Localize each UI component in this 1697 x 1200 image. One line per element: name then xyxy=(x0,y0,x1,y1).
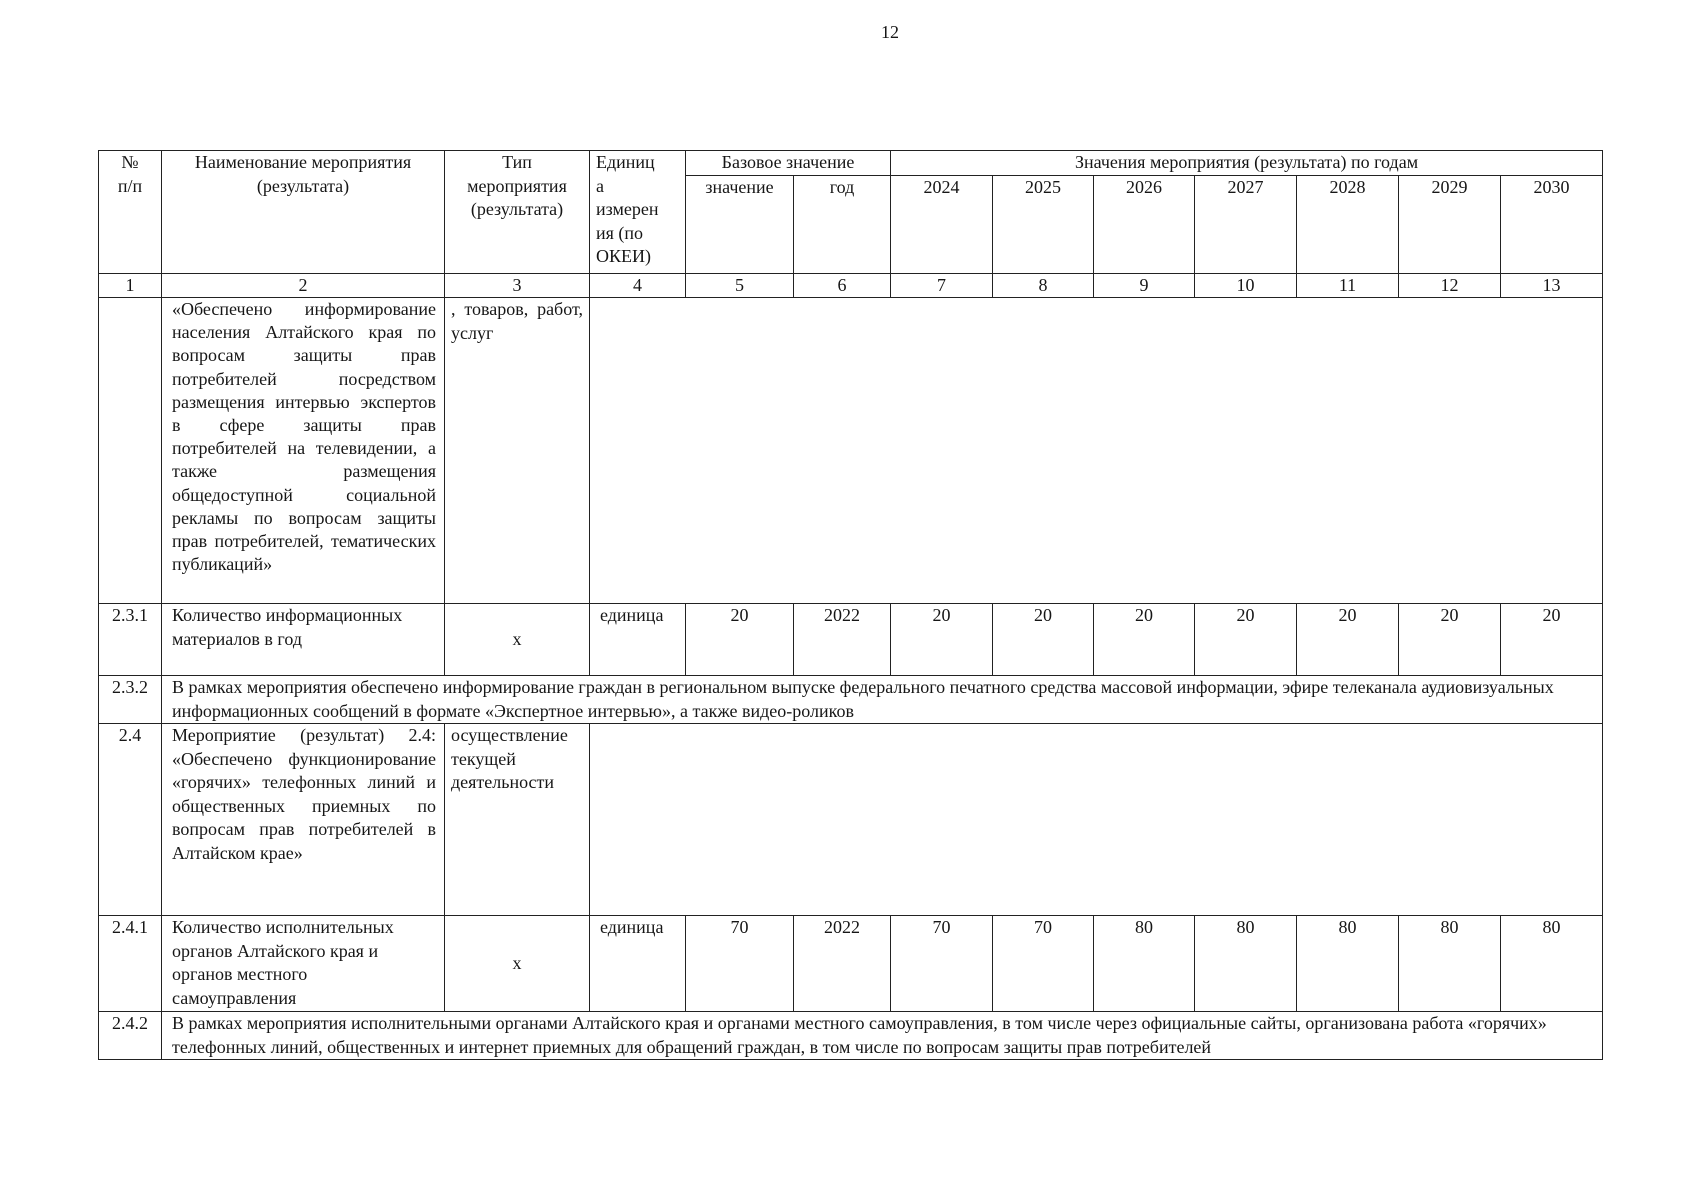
header-years-group: Значения мероприятия (результата) по годам xyxy=(891,151,1603,176)
column-number: 10 xyxy=(1195,273,1297,298)
column-number: 2 xyxy=(162,273,445,298)
header-year-2029: 2029 xyxy=(1399,175,1501,273)
row-num xyxy=(99,298,162,604)
row-description: В рамках мероприятия обеспечено информирование граждан в региональном выпуске федерального печатного средства массовой информации, эфире телеканала аудиовизуальных информационных сообщений в формате «Экспертное интервью», а также видео-роликов xyxy=(162,676,1603,724)
header-year-2026: 2026 xyxy=(1094,175,1195,273)
row-value-2025: 70 xyxy=(993,916,1094,1012)
row-value-2026: 20 xyxy=(1094,604,1195,676)
row-name: Мероприятие (результат) 2.4: «Обеспечено функционирование «горячих» телефонных линий и общественных приемных по вопросам прав потребителей в Алтайском крае» xyxy=(162,724,445,916)
row-name: «Обеспечено информирование населения Алтайского края по вопросам защиты прав потребителей посредством размещения интервью экспертов в сфере защиты прав потребителей на телевидении, а также размещения общедоступной социальной рекламы по вопросам защиты прав потребителей, тематических публикаций» xyxy=(162,298,445,604)
table-row xyxy=(99,916,1603,1012)
header-base-year: год xyxy=(794,175,891,273)
row-value-2024: 20 xyxy=(891,604,993,676)
column-number: 8 xyxy=(993,273,1094,298)
row-base-value: 20 xyxy=(686,604,794,676)
table-row xyxy=(99,1012,1603,1060)
column-number: 13 xyxy=(1501,273,1603,298)
row-empty-values xyxy=(590,298,1603,604)
page-number: 12 xyxy=(881,22,899,42)
row-value-2024: 70 xyxy=(891,916,993,1012)
column-number: 5 xyxy=(686,273,794,298)
row-value-2027: 80 xyxy=(1195,916,1297,1012)
column-number: 4 xyxy=(590,273,686,298)
header-name: Наименование мероприятия (результата) xyxy=(162,151,445,274)
column-number: 1 xyxy=(99,273,162,298)
header-year-2025: 2025 xyxy=(993,175,1094,273)
row-num: 2.4.2 xyxy=(99,1012,162,1060)
row-base-year: 2022 xyxy=(794,916,891,1012)
row-name: Количество исполнительных органов Алтайского края и органов местного самоуправления xyxy=(162,916,445,1012)
row-value-2029: 20 xyxy=(1399,604,1501,676)
table-row xyxy=(99,298,1603,604)
row-type: х xyxy=(445,916,590,1012)
row-value-2026: 80 xyxy=(1094,916,1195,1012)
row-num: 2.3.1 xyxy=(99,604,162,676)
row-name: Количество информационных материалов в год xyxy=(162,604,445,676)
row-type: , товаров, работ, услуг xyxy=(445,298,590,604)
row-value-2027: 20 xyxy=(1195,604,1297,676)
row-empty-values xyxy=(590,724,1603,916)
row-base-year: 2022 xyxy=(794,604,891,676)
row-unit: единица xyxy=(590,916,686,1012)
header-year-2030: 2030 xyxy=(1501,175,1603,273)
row-base-value: 70 xyxy=(686,916,794,1012)
header-type: Тип мероприятия (результата) xyxy=(445,151,590,274)
row-type: х xyxy=(445,604,590,676)
row-value-2030: 20 xyxy=(1501,604,1603,676)
column-number: 3 xyxy=(445,273,590,298)
row-num: 2.4.1 xyxy=(99,916,162,1012)
column-number: 7 xyxy=(891,273,993,298)
row-type: осуществление текущей деятельности xyxy=(445,724,590,916)
row-value-2028: 20 xyxy=(1297,604,1399,676)
header-year-2028: 2028 xyxy=(1297,175,1399,273)
row-description: В рамках мероприятия исполнительными органами Алтайского края и органами местного самоуправления, в том числе через официальные сайты, организована работа «горячих» телефонных линий, общественных и интернет приемных для обращений граждан, в том числе по вопросам защиты прав потребителей xyxy=(162,1012,1603,1060)
column-number: 11 xyxy=(1297,273,1399,298)
table-row xyxy=(99,676,1603,724)
header-base-value: значение xyxy=(686,175,794,273)
row-value-2025: 20 xyxy=(993,604,1094,676)
header-num: № п/п xyxy=(99,151,162,274)
measures-table xyxy=(98,150,1603,1060)
row-unit: единица xyxy=(590,604,686,676)
row-value-2030: 80 xyxy=(1501,916,1603,1012)
table-row xyxy=(99,604,1603,676)
header-year-2027: 2027 xyxy=(1195,175,1297,273)
row-num: 2.3.2 xyxy=(99,676,162,724)
column-number: 9 xyxy=(1094,273,1195,298)
column-number: 6 xyxy=(794,273,891,298)
row-value-2028: 80 xyxy=(1297,916,1399,1012)
row-value-2029: 80 xyxy=(1399,916,1501,1012)
header-year-2024: 2024 xyxy=(891,175,993,273)
column-number: 12 xyxy=(1399,273,1501,298)
table-row xyxy=(99,724,1603,916)
header-base-group: Базовое значение xyxy=(686,151,891,176)
row-num: 2.4 xyxy=(99,724,162,916)
header-unit: Единиц а измерен ия (по ОКЕИ) xyxy=(590,151,686,274)
